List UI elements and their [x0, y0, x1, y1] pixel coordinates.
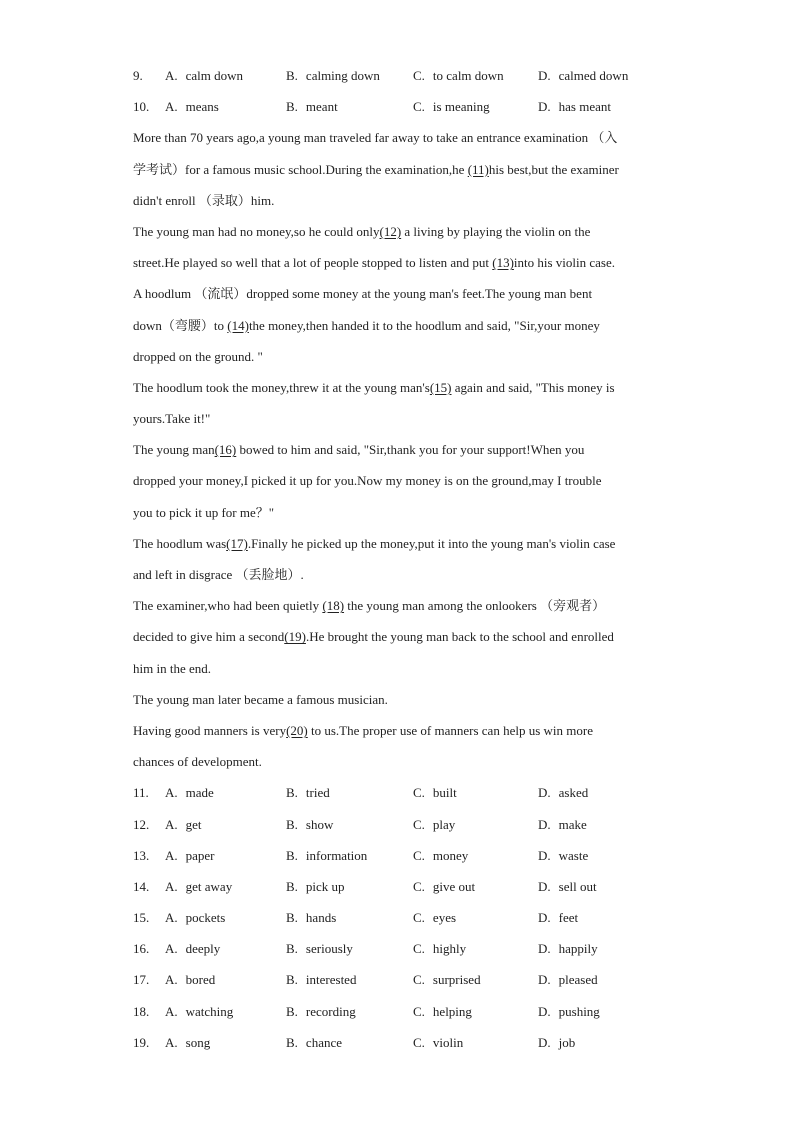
passage-line: More than 70 years ago,a young man traveled far away to take an entrance examination （入 [133, 130, 618, 146]
blank-12: (12) [379, 223, 402, 239]
option-d: D. has meant [538, 99, 611, 115]
option-b: B. seriously [286, 941, 353, 957]
blank-17: (17) [226, 535, 248, 551]
option-a: A. song [165, 1034, 211, 1050]
blank-13: (13) [492, 255, 514, 271]
option-a: A. watching [165, 1003, 234, 1019]
option-c: C. play [413, 816, 456, 832]
option-a: A. bored [165, 972, 216, 988]
question-number: 14. [133, 878, 150, 894]
question-number: 12. [133, 816, 150, 832]
question-10-options [133, 94, 663, 125]
option-d: D. feet [538, 910, 579, 926]
passage-line: The young man later became a famous musician. [133, 691, 388, 707]
passage-line: him in the end. [133, 660, 211, 676]
question-options-row [133, 812, 663, 843]
option-b: B. recording [286, 1003, 356, 1019]
question-number: 10. [133, 99, 150, 115]
option-c: C. give out [413, 878, 476, 894]
option-a: A. pockets [165, 910, 226, 926]
option-d: D. job [538, 1034, 576, 1050]
option-d: D. waste [538, 847, 589, 863]
option-c: C. highly [413, 941, 467, 957]
passage-line: down（弯腰）to (14)the money,then handed it to the hoodlum and said, "Sir,your money [133, 317, 600, 333]
option-b: B. information [286, 847, 368, 863]
blank-11: (11) [467, 161, 489, 177]
option-a: A. made [165, 785, 214, 801]
option-b: B. calming down [286, 68, 380, 83]
option-b: B. meant [286, 99, 338, 115]
option-d: D. happily [538, 941, 598, 957]
option-a: A. deeply [165, 941, 221, 957]
blank-20: (20) [286, 722, 308, 738]
question-options-row [133, 1030, 663, 1061]
passage-line: and left in disgrace （丢脸地）. [133, 567, 304, 582]
question-number: 9. [133, 68, 143, 83]
option-a: A. means [165, 99, 219, 115]
passage-line: dropped on the ground. " [133, 348, 263, 364]
question-number: 15. [133, 910, 150, 926]
passage-line: yours.Take it!" [133, 411, 211, 427]
option-d: D. make [538, 816, 587, 832]
option-a: A. get away [165, 878, 233, 894]
options-top [133, 63, 663, 125]
passage-line: didn't enroll （录取）him. [133, 192, 275, 208]
blank-14: (14) [227, 317, 249, 333]
option-c: C. is meaning [413, 99, 490, 115]
option-b: B. tried [286, 785, 330, 801]
option-a: A. paper [165, 847, 215, 863]
passage-line: The young man had no money,so he could only(12) a living by playing the violin on the [133, 223, 591, 239]
option-a: A. calm down [165, 68, 244, 83]
passage-line: street.He played so well that a lot of people stopped to listen and put (13)into his violin case. [133, 255, 616, 271]
passage-line: The examiner,who had been quietly (18) the young man among the onlookers （旁观者） [133, 598, 606, 614]
option-d: D. pushing [538, 1003, 600, 1019]
question-number: 17. [133, 972, 150, 988]
passage-line: The young man(16) bowed to him and said, "Sir,thank you for your support!When you [133, 442, 585, 458]
passage-line: A hoodlum （流氓）dropped some money at the young man's feet.The young man bent [133, 286, 593, 302]
passage-line: you to pick it up for me？" [133, 504, 275, 520]
question-number: 13. [133, 847, 150, 863]
question-number: 16. [133, 941, 150, 957]
options-list [133, 780, 663, 1061]
passage-line: Having good manners is very(20) to us.The proper use of manners can help us win more [133, 722, 593, 738]
passage-line: 学考试）for a famous music school.During the examination,he (11)his best,but the examiner [133, 161, 619, 177]
passage-line: The hoodlum took the money,threw it at the young man's(15) again and said, "This money is [133, 379, 615, 395]
option-c: C. eyes [413, 910, 457, 926]
question-options-row [133, 843, 663, 874]
option-c: C. money [413, 847, 469, 863]
option-c: C. violin [413, 1034, 464, 1050]
passage-line: The hoodlum was(17).Finally he picked up the money,put it into the young man's violin case [133, 535, 616, 551]
passage [133, 125, 663, 780]
blank-15: (15) [429, 379, 452, 395]
passage-line: dropped your money,I picked it up for you.Now my money is on the ground,may I trouble [133, 473, 602, 489]
question-options-row [133, 936, 663, 967]
blank-19: (19) [284, 629, 306, 645]
option-d: D. asked [538, 785, 589, 801]
question-options-row [133, 967, 663, 998]
option-a: A. get [165, 816, 202, 832]
option-b: B. interested [286, 972, 357, 988]
option-c: C. to calm down [413, 68, 504, 83]
passage-line: decided to give him a second(19).He brought the young man back to the school and enrolled [133, 629, 614, 645]
question-options-row [133, 999, 663, 1030]
question-options-row [133, 874, 663, 905]
question-number: 18. [133, 1003, 150, 1019]
question-number: 11. [133, 785, 149, 801]
question-options-row [133, 905, 663, 936]
option-b: B. show [286, 816, 334, 832]
option-b: B. chance [286, 1034, 343, 1050]
blank-18: (18) [322, 598, 345, 614]
option-d: D. calmed down [538, 68, 629, 83]
question-9-options [133, 63, 663, 94]
question-number: 19. [133, 1034, 150, 1050]
option-b: B. pick up [286, 878, 345, 894]
exam-page [133, 63, 663, 1061]
blank-16: (16) [214, 442, 237, 458]
option-c: C. helping [413, 1003, 472, 1019]
option-d: D. sell out [538, 878, 597, 894]
passage-line: chances of development. [133, 754, 262, 770]
question-options-row [133, 780, 663, 811]
option-c: C. surprised [413, 972, 481, 988]
option-d: D. pleased [538, 972, 598, 988]
option-c: C. built [413, 785, 457, 801]
option-b: B. hands [286, 910, 337, 926]
